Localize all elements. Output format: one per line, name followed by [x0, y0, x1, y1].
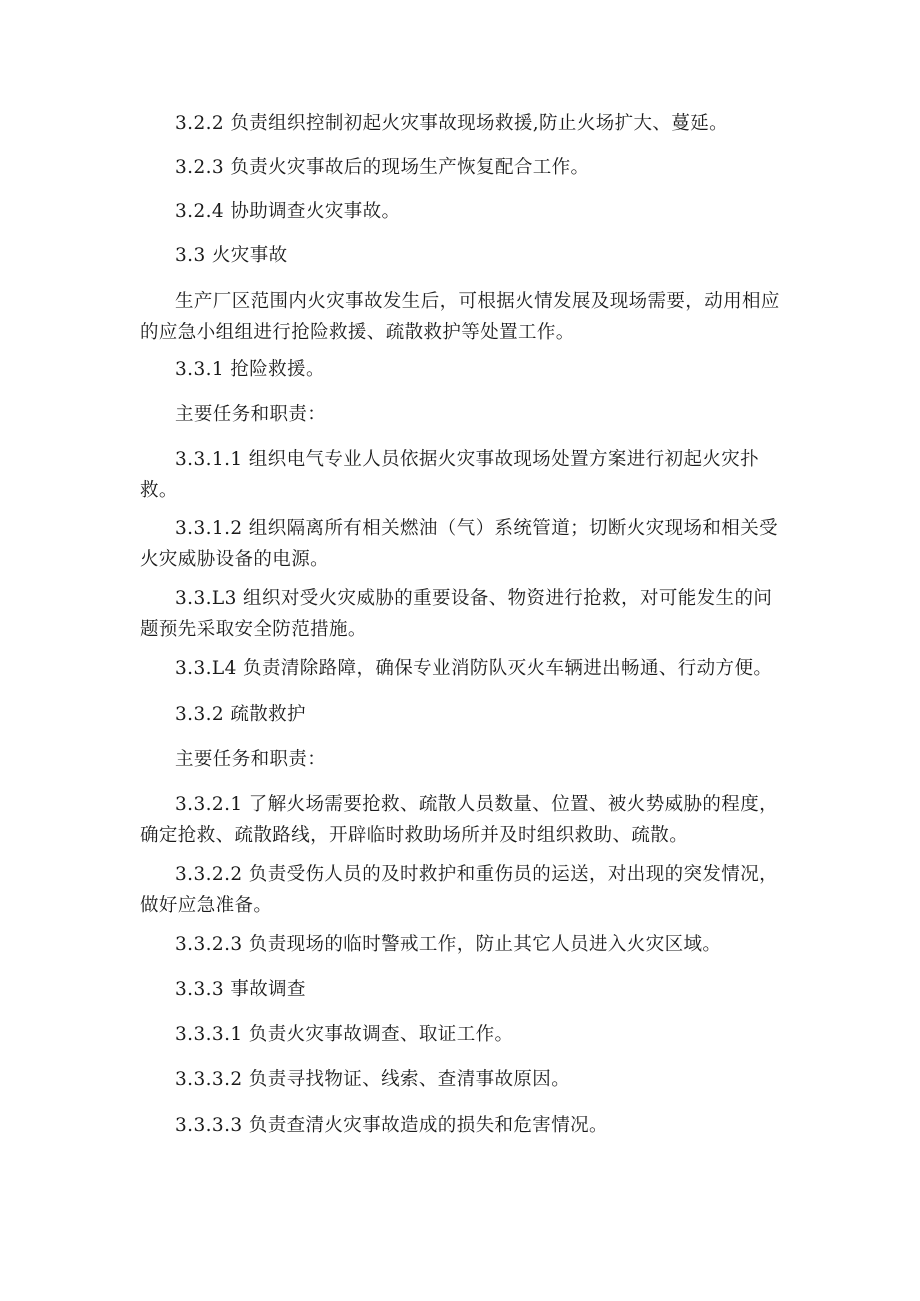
- paragraph-3-2-4: [140, 196, 772, 227]
- text-line: 3.2.2 负责组织控制初起火灾事故现场救援,防止火场扩大、蔓延。: [175, 113, 729, 134]
- text-line: 3.2.3 负责火灾事故后的现场生产恢复配合工作。: [175, 157, 590, 178]
- text-line: 3.3.1 抢险救援。: [175, 359, 325, 380]
- text-line: 确定抢救、疏散路线，开辟临时救助场所并及时组织救助、疏散。: [140, 825, 689, 846]
- heading-3-3-2: [140, 699, 772, 730]
- paragraph-3-3-3-2: [140, 1064, 772, 1095]
- label-duties-1: [140, 399, 772, 430]
- text-line: 3.3.2.2 负责受伤人员的及时救护和重伤员的运送，对出现的突发情况，: [175, 864, 779, 885]
- paragraph-3-3-3-1: [140, 1019, 772, 1050]
- heading-3-3: [140, 240, 772, 271]
- paragraph-3-3-3-3: [140, 1110, 772, 1141]
- paragraph-3-3-1-1: [140, 444, 772, 506]
- paragraph-3-3-2-1: [140, 789, 779, 851]
- text-line: 生产厂区范围内火灾事故发生后，可根据火情发展及现场需要，动用相应: [175, 291, 780, 312]
- text-line: 3.3.1.2 组织隔离所有相关燃油（气）系统管道；切断火灾现场和相关受: [175, 518, 779, 539]
- text-line: 3.3.3.2 负责寻找物证、线索、查清事故原因。: [175, 1069, 571, 1090]
- text-line: 主要任务和职责：: [175, 749, 327, 770]
- text-line: 做好应急准备。: [140, 895, 273, 916]
- text-line: 3.3 火灾事故: [175, 245, 288, 266]
- text-line: 3.3.2.1 了解火场需要抢救、疏散人员数量、位置、被火势威胁的程度，: [175, 794, 779, 815]
- paragraph-3-3-1-3: [140, 583, 772, 645]
- text-line: 3.3.2 疏散救护: [175, 704, 306, 725]
- text-line: 3.3.2.3 负责现场的临时警戒工作，防止其它人员进入火灾区域。: [175, 934, 722, 955]
- heading-3-3-3: [140, 974, 772, 1005]
- text-line: 的应急小组组进行抢险救援、疏散救护等处置工作。: [140, 322, 575, 343]
- text-line: 3.3.3.3 负责查清火灾事故造成的损失和危害情况。: [175, 1115, 608, 1136]
- text-line: 3.3.3.1 负责火灾事故调查、取证工作。: [175, 1024, 514, 1045]
- text-line: 3.2.4 协助调查火灾事故。: [175, 201, 401, 222]
- paragraph-3-3-1-4: [140, 653, 772, 684]
- paragraph-3-3-1-2: [140, 513, 779, 575]
- text-line: 主要任务和职责：: [175, 404, 327, 425]
- text-line: 3.3.1.1 组织电气专业人员依据火灾事故现场处置方案进行初起火灾扑: [175, 449, 760, 470]
- text-line: 题预先采取安全防范措施。: [140, 619, 367, 640]
- text-line: 3.3.L3 组织对受火灾威胁的重要设备、物资进行抢救，对可能发生的问: [175, 588, 773, 609]
- paragraph-3-2-3: [140, 152, 772, 183]
- text-line: 火灾威胁设备的电源。: [140, 549, 330, 570]
- paragraph-intro: [140, 286, 780, 348]
- text-line: 3.3.3 事故调查: [175, 979, 306, 1000]
- paragraph-3-3-2-2: [140, 859, 779, 921]
- label-duties-2: [140, 744, 772, 775]
- paragraph-3-2-2: [140, 108, 772, 139]
- heading-3-3-1: [140, 354, 772, 385]
- text-line: 3.3.L4 负责清除路障，确保专业消防队灭火车辆进出畅通、行动方便。: [175, 658, 773, 679]
- text-line: 救。: [140, 480, 178, 501]
- paragraph-3-3-2-3: [140, 929, 772, 960]
